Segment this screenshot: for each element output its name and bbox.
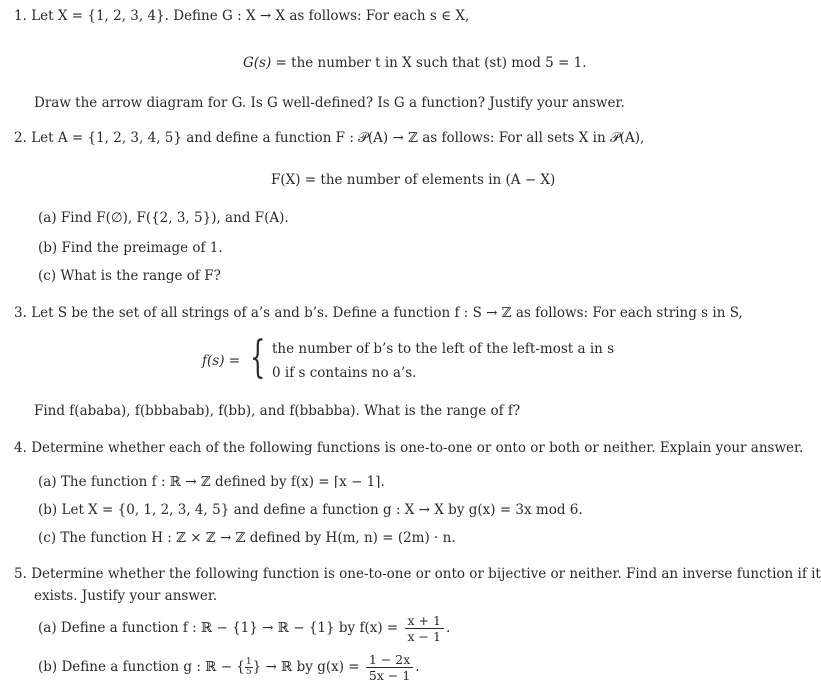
problem-3-number: 3. [14,305,27,321]
problem-4-part-c: (c) The function H : ℤ × ℤ → ℤ defined by H(m, n) = (2m) · n. [38,530,456,546]
problem-5-part-a: (a) Define a function f : ℝ − {1} → ℝ − {1} by f(x) = $\frac{x + 1}{x - 1}$ . [38,613,451,644]
problem-5-number: 5. [14,566,27,582]
problem-2-part-a: (a) Find F(∅), F({2, 3, 5}), and F(A). [38,210,289,226]
problem-3-question: Find f(ababa), f(bbbabab), f(bb), and f(bbabba). What is the range of f? [34,403,521,419]
piecewise-lhs: f(s) = [202,353,241,369]
problem-4-statement: 4. Determine whether each of the following functions is one-to-one or onto or both or neither. Explain your answer. [14,440,804,456]
problem-1-question: Draw the arrow diagram for G. Is G well-defined? Is G a function? Justify your answer. [34,95,625,111]
problem-2-display-equation: F(X) = the number of elements in (A − X) [271,172,556,188]
set-x-definition: X = {1, 2, 3, 4} [57,8,165,24]
problem-1-statement: 1. Let X = {1, 2, 3, 4}. Define G : X → X as follows: For each s ∈ X, [14,8,470,24]
problem-4-part-a: (a) The function f : ℝ → ℤ defined by f(x) = ⌈x − 1⌉. [38,474,385,490]
fraction-g: $\frac{1 - 2x}{5x - 1}$ [366,652,413,683]
problem-4-part-b: (b) Let X = {0, 1, 2, 3, 4, 5} and define a function g : X → X by g(x) = 3x mod 6. [38,502,583,518]
piecewise-case-1: the number of b’s to the left of the left-most a in s [272,341,615,357]
problem-1-number: 1. [14,8,27,24]
problem-5-part-b: (b) Define a function g : ℝ − { $\frac{1}{5}$ } → ℝ by g(x) = $\frac{1 - 2x}{5x - 1}$ . [38,652,420,683]
function-g-signature: G : X → X [222,8,286,24]
problem-5-statement-cont: exists. Justify your answer. [34,588,218,604]
left-brace: { [250,332,266,383]
small-fraction-one-fifth: $\frac{1}{5}$ [245,657,252,677]
fraction-f: $\frac{x + 1}{x - 1}$ [405,613,444,644]
problem-2-number: 2. [14,130,27,146]
problem-1-display-equation: G(s) = the number t in X such that (st) mod 5 = 1. [243,55,587,71]
problem-5-statement: 5. Determine whether the following function is one-to-one or onto or bijective or neither. Find an inverse function if it [14,566,821,582]
problem-2-statement: 2. Let A = {1, 2, 3, 4, 5} and define a function F : 𝒫(A) → ℤ as follows: For all sets X in 𝒫(A), [14,130,645,146]
piecewise-case-2: 0 if s contains no a’s. [272,365,417,381]
problem-4-number: 4. [14,440,27,456]
problem-2-part-c: (c) What is the range of F? [38,268,221,284]
problem-3-statement: 3. Let S be the set of all strings of a’s and b’s. Define a function f : S → ℤ as follows: For each string s in S, [14,305,743,321]
problem-2-part-b: (b) Find the preimage of 1. [38,240,223,256]
